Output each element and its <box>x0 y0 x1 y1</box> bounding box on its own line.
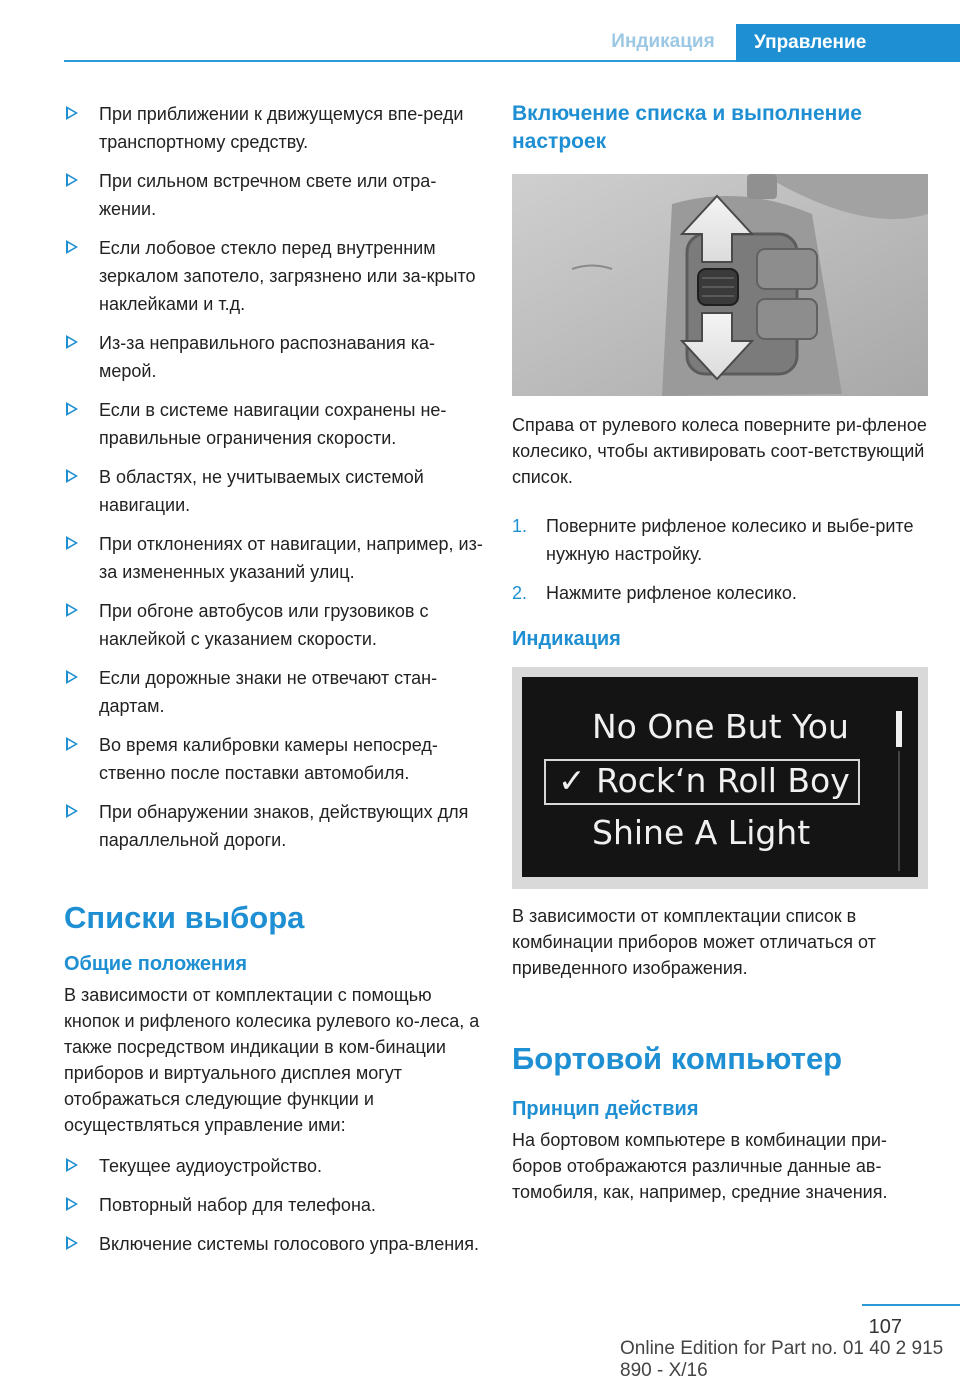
list-item: Повторный набор для телефона. <box>64 1191 484 1219</box>
list-item: В областях, не учитываемых системой навигации. <box>64 463 484 519</box>
triangle-bullet-icon <box>66 335 78 349</box>
subsection-title-principle: Принцип действия <box>512 1098 699 1120</box>
list-item: 2. Нажмите рифленое колесико. <box>512 579 932 607</box>
triangle-bullet-icon <box>66 603 78 617</box>
scrollbar-thumb <box>896 711 902 747</box>
triangle-bullet-icon <box>66 1236 78 1250</box>
subsection-title-list-activation: Включение списка и выполнение настроек <box>512 102 862 153</box>
display-note-paragraph: В зависимости от комплектации список в комбинации приборов может отличаться от приведенного изображения. <box>512 906 876 978</box>
tab-indication[interactable]: Индикация <box>611 31 715 52</box>
list-item: Если дорожные знаки не отвечают стан-дартам. <box>64 664 484 720</box>
list-item: При сильном встречном свете или отра-жении. <box>64 167 484 223</box>
display-list-item: Shine A Light <box>592 813 811 852</box>
triangle-bullet-icon <box>66 1197 78 1211</box>
list-item: При обгоне автобусов или грузовиков с наклейкой с указанием скорости. <box>64 597 484 653</box>
triangle-bullet-icon <box>66 240 78 254</box>
steering-wheel-figure <box>512 174 928 396</box>
display-list-item-selected: ✓ Rock‘n Roll Boy <box>558 761 850 800</box>
subsection-title-general: Общие положения <box>64 953 248 975</box>
steering-wheel-illustration <box>512 174 928 396</box>
list-item: При отклонениях от навигации, например, из-за измененных указаний улиц. <box>64 530 484 586</box>
functions-list <box>64 1152 484 1258</box>
intro-paragraph: В зависимости от комплектации с помощью кнопок и рифленого колесика рулевого ко-леса, а также посредством индикации в ком-бинации приборов и виртуального дисплея могут отображаться следующие функции и осуществляться управление ими: <box>64 985 480 1135</box>
list-item: Во время калибровки камеры непосред-ственно после поставки автомобиля. <box>64 731 484 787</box>
wheel-instruction-paragraph: Справа от рулевого колеса поверните ри-фленое колесико, чтобы активировать соот-ветствующий список. <box>512 415 927 487</box>
section-title-selection-lists: Списки выбора <box>64 900 305 935</box>
list-item: 1. Поверните рифленое колесико и выбе-рите нужную настройку. <box>512 512 932 568</box>
step-number: 1. <box>512 516 528 536</box>
triangle-bullet-icon <box>66 737 78 751</box>
display-figure <box>512 667 928 889</box>
triangle-bullet-icon <box>66 402 78 416</box>
triangle-bullet-icon <box>66 469 78 483</box>
subsection-title-display: Индикация <box>512 628 621 650</box>
principle-paragraph: На бортовом компьютере в комбинации при-боров отображаются различные данные ав-томобиля, как, например, средние значения. <box>512 1130 888 1202</box>
list-item: Если в системе навигации сохранены не-правильные ограничения скорости. <box>64 396 484 452</box>
triangle-bullet-icon <box>66 106 78 120</box>
list-item: Если лобовое стекло перед внутренним зеркалом запотело, загрязнено или за-крыто наклейками и т.д. <box>64 234 484 318</box>
limitations-list <box>64 100 484 854</box>
step-number: 2. <box>512 583 528 603</box>
list-item: Из-за неправильного распознавания ка-мерой. <box>64 329 484 385</box>
footer-rule <box>862 1304 960 1306</box>
list-item: Включение системы голосового упра-вления. <box>64 1230 484 1258</box>
section-title-onboard-computer: Бортовой компьютер <box>512 1041 843 1076</box>
triangle-bullet-icon <box>66 173 78 187</box>
list-item: Текущее аудиоустройство. <box>64 1152 484 1180</box>
scrollbar-track <box>898 751 900 871</box>
list-item: При приближении к движущемуся впе-реди транспортному средству. <box>64 100 484 156</box>
right-column <box>512 100 932 1205</box>
tab-control[interactable]: Управление <box>736 24 960 62</box>
footer-edition-text: Online Edition for Part no. 01 40 2 915 890 - X/16 <box>620 1338 944 1381</box>
steps-list <box>512 512 932 607</box>
triangle-bullet-icon <box>66 670 78 684</box>
triangle-bullet-icon <box>66 804 78 818</box>
list-item: При обнаружении знаков, действующих для параллельной дороги. <box>64 798 484 854</box>
page-number: 107 <box>868 1316 902 1338</box>
left-column <box>64 100 484 1269</box>
triangle-bullet-icon <box>66 1158 78 1172</box>
triangle-bullet-icon <box>66 536 78 550</box>
display-list-item: No One But You <box>592 707 849 746</box>
